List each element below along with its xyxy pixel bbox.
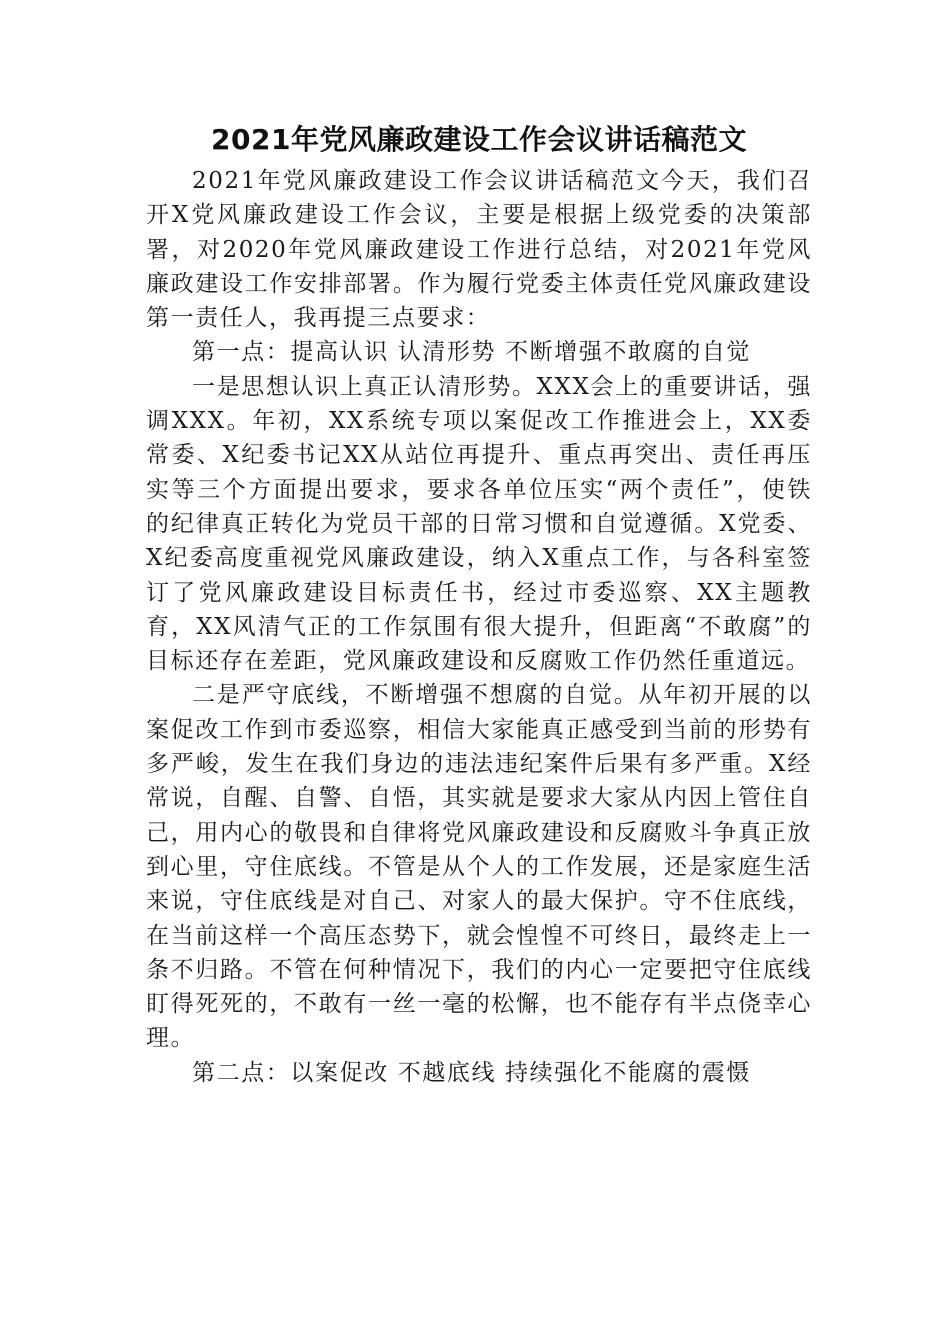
document-page — [146, 116, 812, 1090]
body-paragraph: 二是严守底线，不断增强不想腐的自觉。从年初开展的以案促改工作到市委巡察，相信大家能真正感受到当前的形势有多严峻，发生在我们身边的违法违纪案件后果有多严重。X经常说，自醒、自警、自悟，其实就是要求大家从内因上管住自己，用内心的敬畏和自律将党风廉政建设和反腐败斗争真正放到心里，守住底线。不管是从个人的工作发展，还是家庭生活来说，守住底线是对自己、对家人的最大保护。守不住底线，在当前这样一个高压态势下，就会惶惶不可终日，最终走上一条不归路。不管在何种情况下，我们的内心一定要把守住底线盯得死死的，不敢有一丝一毫的松懈，也不能存有半点侥幸心理。 — [146, 682, 812, 1052]
section-heading-1: 第一点：提高认识 认清形势 不断增强不敢腐的自觉 — [192, 339, 752, 366]
body-paragraph: 一是思想认识上真正认清形势。XXX会上的重要讲话，强调XXX。年初，XX系统专项以案促改工作推进会上，XX委常委、X纪委书记XX从站位再提升、重点再突出、责任再压实等三个方面提出要求，要求各单位压实“两个责任”，使铁的纪律真正转化为党员干部的日常习惯和自觉遵循。X党委、X纪委高度重视党风廉政建设，纳入X重点工作，与各科室签订了党风廉政建设目标责任书，经过市委巡察、XX主题教育，XX风清气正的工作氛围有很大提升，但距离“不敢腐”的目标还存在差距，党风廉政建设和反腐败工作仍然任重道远。 — [146, 373, 812, 675]
document-title: 2021年党风廉政建设工作会议讲话稿范文 — [211, 123, 747, 156]
intro-paragraph: 2021年党风廉政建设工作会议讲话稿范文今天，我们召开X党风廉政建设工作会议，主要是根据上级党委的决策部署，对2020年党风廉政建设工作进行总结，对2021年党风廉政建设工作安排部署。作为履行党委主体责任党风廉政建设第一责任人，我再提三点要求： — [146, 168, 812, 332]
section-heading-2: 第二点：以案促改 不越底线 持续强化不能腐的震慑 — [192, 1059, 752, 1086]
